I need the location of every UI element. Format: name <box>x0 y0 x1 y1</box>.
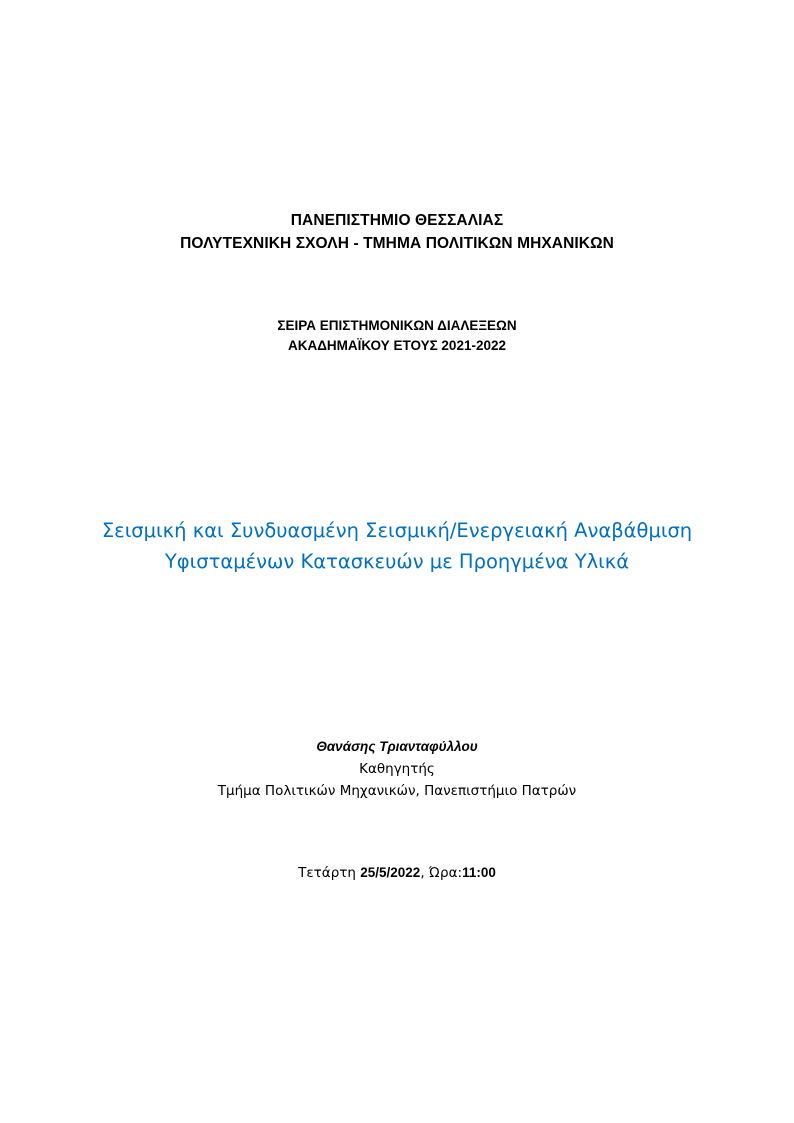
series-title: ΣΕΙΡΑ ΕΠΙΣΤΗΜΟΝΙΚΩΝ ΔΙΑΛΕΞΕΩΝ <box>277 318 517 333</box>
schedule-day: Τετάρτη <box>298 865 356 881</box>
speaker-affiliation: Τμήμα Πολιτικών Μηχανικών, Πανεπιστήμιο Πατρών <box>217 783 577 799</box>
schedule-separator: , <box>420 865 425 881</box>
schedule-date: 25/5/2022 <box>360 865 421 880</box>
speaker-name: Θανάσης Τριανταφύλλου <box>316 739 478 754</box>
school-department: ΠΟΛΥΤΕΧΝΙΚΗ ΣΧΟΛΗ - ΤΜΗΜΑ ΠΟΛΙΤΙΚΩΝ ΜΗΧΑΝΙΚΩΝ <box>180 235 614 252</box>
speaker-position: Καθηγητής <box>359 761 435 777</box>
lecture-title-line-2: Υφισταμένων Κατασκευών με Προηγμένα Υλικά <box>164 550 630 573</box>
academic-year: ΑΚΑΔΗΜΑΪΚΟΥ ΕΤΟΥΣ 2021-2022 <box>287 338 506 353</box>
lecture-schedule <box>0 865 794 881</box>
lecture-title-line-1: Σεισμική και Συνδυασμένη Σεισμική/Ενεργειακή Αναβάθμιση <box>101 519 693 542</box>
university-name: ΠΑΝΕΠΙΣΤΗΜΙΟ ΘΕΣΣΑΛΙΑΣ <box>290 212 504 229</box>
schedule-time: 11:00 <box>462 865 496 880</box>
schedule-time-label: Ώρα: <box>428 865 463 881</box>
